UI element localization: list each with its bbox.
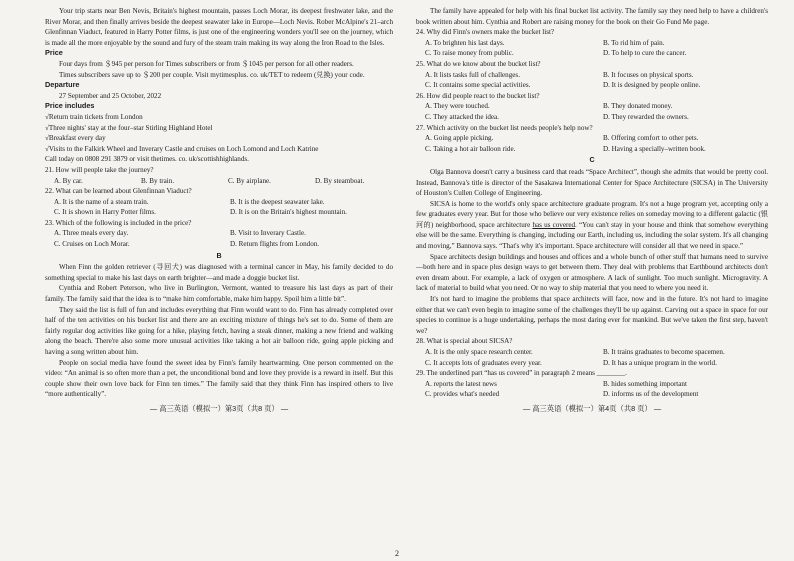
question-26: 26. How did people react to the bucket list? xyxy=(416,91,540,100)
passage-b-paragraph-4: People on social media have found the sweet idea by Finn's family heartwarming. One person commented on the video: “An animal is so often more than a pet, the unconditional bond and love they provide is a reward in itself. But this couple show their own love back for Finn ten times.” The family said that they think Finn has inspired others to live “more authentically”. xyxy=(45,358,393,399)
option: B. To rid him of pain. xyxy=(603,38,665,47)
paragraph-text: SICSA is home to the world's only space architecture graduate program. It's not a huge program yet, accepting only a few graduates every year. But for those who believe our very existence relies on someday moving to a different galactic (银河的) neighborhood, space architecture xyxy=(416,199,768,229)
question-27: 27. Which activity on the bucket list needs people's help now? xyxy=(416,123,593,132)
right-column xyxy=(416,6,768,415)
section-b-label: B xyxy=(216,251,222,260)
price-heading: Price xyxy=(45,48,63,58)
option: C. By airplane. xyxy=(228,176,271,185)
options-26 xyxy=(416,101,768,122)
option: A. It lists tasks full of challenges. xyxy=(425,70,520,79)
includes-item: √Breakfast every day xyxy=(45,134,106,143)
option: A. reports the latest news xyxy=(425,379,497,388)
departure-heading: Departure xyxy=(45,80,80,90)
option: A. By car. xyxy=(54,176,83,185)
options-21 xyxy=(45,176,393,187)
passage-c-paragraph-2 xyxy=(416,199,768,252)
option: A. Three meals every day. xyxy=(54,229,129,238)
option: D. informs us of the development xyxy=(603,390,699,399)
departure-text: 27 September and 25 October, 2022 xyxy=(59,91,162,100)
option: A. Going apple picking. xyxy=(425,134,494,143)
question-24: 24. Why did Finn's owners make the bucket list? xyxy=(416,28,555,37)
option: B. Offering comfort to other pets. xyxy=(603,134,699,143)
option: B. By train. xyxy=(141,176,175,185)
option: B. It is the deepest seawater lake. xyxy=(230,197,325,206)
page-footer-left: — 高三英语（模拟一）第3页（共8 页） — xyxy=(149,403,289,413)
left-column xyxy=(45,6,393,415)
question-21: 21. How will people take the journey? xyxy=(45,165,154,174)
option: B. hides something important xyxy=(603,379,687,388)
option: D. To help to cure the cancer. xyxy=(603,49,687,58)
option: C. To raise money from public. xyxy=(425,49,514,58)
options-22 xyxy=(45,197,393,218)
includes-heading: Price includes xyxy=(45,101,95,111)
option: C. It is shown in Harry Potter films. xyxy=(54,208,156,217)
option: D. It is designed by people online. xyxy=(603,81,701,90)
option: C. They attacked the idea. xyxy=(425,112,499,121)
passage-b-paragraph-1: When Finn the golden retriever (寻回犬) was diagnosed with a terminal cancer in May, his family decided to do something special to make his last days on earth brighter—and made a doggie bucket list. xyxy=(45,263,393,282)
includes-item: √Three nights' stay at the four–star Stirling Highland Hotel xyxy=(45,123,213,132)
option: D. Return flights from London. xyxy=(230,240,320,249)
option: A. It is the only space research center. xyxy=(425,348,533,356)
passage-c-paragraph-3: Space architects design buildings and houses and offices and a whole bunch of other stuff that humans need to survive—both here and in space plus design ways to get between them. They deal with problems that Earthbound architects don't even dream about. For example, a lack of oxygen or atmosphere. A lack of sunlight. Too much sunlight. Microgravity. A lack of material to build what you need. Or no way to ship material that you need to where you need it. xyxy=(416,252,768,293)
options-29 xyxy=(416,379,768,400)
option: A. It is the name of a steam train. xyxy=(54,197,149,206)
price-text-2: Times subscribers save up to ＄200 per couple. Visit mytimesplus. co. uk/TET to redeem (兑换) your code. xyxy=(59,70,365,79)
includes-item: √Return train tickets from London xyxy=(45,112,143,121)
option: A. To brighten his last days. xyxy=(425,38,505,47)
passage-c-paragraph-1: Olga Bannova doesn't carry a business card that reads “Space Architect”, though she admits that would be pretty cool. Instead, Bannova's title is director of the Sasakawa International Center for Space Architecture (SICSA) in The University of Houston's Cullen College of Engineering. xyxy=(416,167,768,198)
underlined-phrase: has us covered xyxy=(532,220,576,229)
option: D. They rewarded the owners. xyxy=(603,112,689,121)
option: D. Having a specially–written book. xyxy=(603,144,706,153)
passage-b-paragraph-3: They said the list is full of fun and includes everything that Finn would want to do. Finn has already completed over half of the ten activities on his bucket list and there are an exciting mixture of things he's set to do. Some of them are fairly regular dog activities like going for a hike, playing fetch, having a steak dinner, making a new friend and walking along the beach. There're also some more unusual activities like taking a hot air balloon ride, going apple picking and having a song written about him. xyxy=(45,305,393,356)
option: C. Taking a hot air balloon ride. xyxy=(425,144,516,153)
options-25 xyxy=(416,70,768,91)
option: C. It contains some special activities. xyxy=(425,81,531,90)
contact-line: Call today on 0808 291 3879 or visit thetimes. co. uk/scottishhighlands. xyxy=(45,155,249,164)
option: D. By steamboat. xyxy=(315,176,365,185)
option: C. Cruises on Loch Morar. xyxy=(54,240,130,249)
price-text-1: Four days from ＄945 per person for Times subscribers or from ＄1045 per person for all other readers. xyxy=(59,59,354,68)
option: D. It has a unique program in the world. xyxy=(603,358,717,367)
option: B. Visit to Inverary Castle. xyxy=(230,229,306,238)
passage-c-paragraph-4: It's not hard to imagine the problems that space architects will face, now and in the future. It's not hard to imagine either that we can't even begin to imagine some of the challenges they'll be up against. Carving out a space in space for our species to continue is a huge undertaking, perhaps the most daring ever for mankind. But we've taken the first step, haven't we? xyxy=(416,295,768,335)
paragraph-text: . “You can't stay in your house and think that somehow everything else will be the same. Everything is changing, including our Earth, including us, including the solar system. It's all changing and moving,” Bannova says. “That's why it's important. Space architecture will consider all that we need in space.” xyxy=(416,220,768,251)
options-24 xyxy=(416,38,768,59)
intro-paragraph: Your trip starts near Ben Nevis, Britain's highest mountain, passes Loch Morar, its deepest freshwater lake, and the River Morar, and then finally arrives beside the deepest seawater lake in Europe—Loch Nevis. Rober McAlpine's 21–arch Glenfinnan Viaduct, featured in Harry Potter films, is just one of the engineering wonders you'll see on the journey, which is made all the more enjoyable by the sound and fury of the steam train making its way along the Iron Road to the Isles. xyxy=(45,7,393,47)
question-23: 23. Which of the following is included in the price? xyxy=(45,218,192,227)
option: A. They were touched. xyxy=(425,102,490,111)
option: B. It trains graduates to become spacemen. xyxy=(603,348,725,356)
option: D. It is on the Britain's highest mountain. xyxy=(230,208,347,217)
question-29: 29. The underlined part “has us covered” in paragraph 2 means ________. xyxy=(416,369,627,378)
question-22: 22. What can be learned about Glenfinnan Viaduct? xyxy=(45,187,192,196)
option: B. It focuses on physical sports. xyxy=(603,70,694,79)
options-28 xyxy=(416,347,768,368)
question-25: 25. What do we know about the bucket list? xyxy=(416,59,541,68)
includes-item: √Visits to the Falkirk Wheel and Inverary Castle and cruises on Loch Lomond and Loch Katrine xyxy=(45,144,319,153)
options-23 xyxy=(45,228,393,249)
option: C. It accepts lots of graduates every year. xyxy=(425,358,542,367)
passage-b-paragraph-5: The family have appealed for help with his final bucket list activity. The family say they need help to have a children's book written about him. Cynthia and Robert are raising money for the book on their Go Fund Me page. xyxy=(416,7,768,26)
passage-b-paragraph-2: Cynthia and Robert Peterson, who live in Burlington, Vermont, wanted to treasure his last days as part of their family. The family said that the idea is to “make him comfortable, make him happy. Spoil him a little bit”. xyxy=(45,284,393,304)
option: B. They donated money. xyxy=(603,102,673,111)
page-number: 2 xyxy=(395,549,399,558)
options-27 xyxy=(416,133,768,154)
option: C. provides what's needed xyxy=(425,390,500,399)
page-footer-right: — 高三英语（模拟一）第4页（共8 页） — xyxy=(522,403,662,413)
question-28: 28. What is special about SICSA? xyxy=(416,337,513,346)
section-c-label: C xyxy=(589,156,595,165)
